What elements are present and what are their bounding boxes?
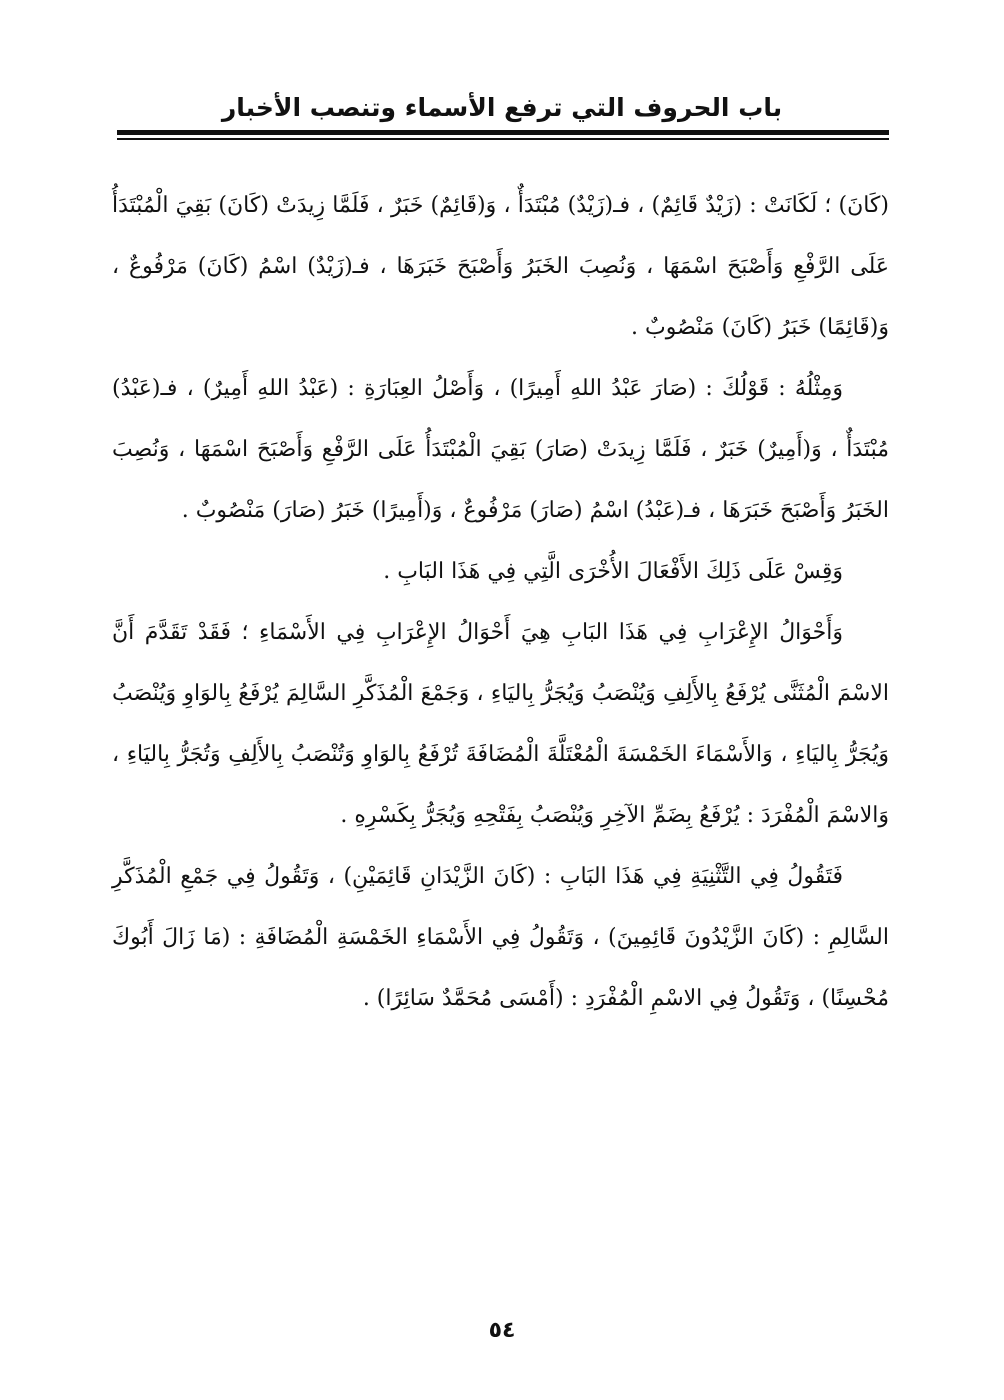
page-number: ٥٤ [488, 1318, 516, 1343]
body-text [112, 175, 889, 1029]
paragraph-analogy: وَقِسْ عَلَى ذَلِكَ الأَفْعَالَ الأُخْرَى الَّتِي فِي هَذَا البَابِ . [383, 559, 843, 584]
header-rule-thick [117, 130, 889, 135]
paragraph-examples: فَتَقُولُ فِي التَّثْنِيَةِ فِي هَذَا البَابِ : (كَانَ الزَّيْدَانِ قَائِمَيْنِ) ، وَتَقُولُ فِي جَمْعِ الْمُذَكَّرِ السَّالِمِ : (كَانَ الزَّيْدُونَ قَائِمِينَ) ، وَتَقُولُ فِي الأَسْمَاءِ الخَمْسَةِ الْمُضَافَةِ : (مَا زَالَ أَبُوكَ مُحْسِنًا) ، وَتَقُولُ فِي الاسْمِ الْمُفْرَدِ : (أَمْسَى مُحَمَّدٌ سَائِرًا) . [112, 864, 889, 1011]
paragraph-example-sara: وَمِثْلُهُ : قَوْلُكَ : (صَارَ عَبْدُ اللهِ أَمِيرًا) ، وَأَصْلُ العِبَارَةِ : (عَبْدُ اللهِ أَمِيرٌ) ، فـ(عَبْدُ) مُبْتَدَأٌ ، وَ(أَمِيرٌ) خَبَرٌ ، فَلَمَّا زِيدَتْ (صَارَ) بَقِيَ الْمُبْتَدَأُ عَلَى الرَّفْعِ وَأَصْبَحَ اسْمَهَا ، وَنُصِبَ الخَبَرُ وَأَصْبَحَ خَبَرَهَا ، فـ(عَبْدُ) اسْمُ (صَارَ) مَرْفُوعٌ ، وَ(أَمِيرًا) خَبَرُ (صَارَ) مَنْصُوبٌ . [112, 376, 889, 523]
chapter-title: باب الحروف التي ترفع الأسماء وتنصب الأخبار [221, 93, 783, 122]
paragraph-declension-states: وَأَحْوَالُ الإِعْرَابِ فِي هَذَا البَابِ هِيَ أَحْوَالُ الإِعْرَابِ فِي الأَسْمَاءِ ؛ فَقَدْ تَقَدَّمَ أَنَّ الاسْمَ الْمُثَنَّى يُرْفَعُ بِالأَلِفِ وَيُنْصَبُ وَيُجَرُّ بِاليَاءِ ، وَجَمْعَ الْمُذَكَّرِ السَّالِمَ يُرْفَعُ بِالوَاوِ وَيُنْصَبُ وَيُجَرُّ بِاليَاءِ ، وَالأَسْمَاءَ الخَمْسَةَ الْمُعْتَلَّةَ الْمُضَافَةَ تُرْفَعُ بِالوَاوِ وَتُنْصَبُ بِالأَلِفِ وَتُجَرُّ بِاليَاءِ ، وَالاسْمَ الْمُفْرَدَ : يُرْفَعُ بِضَمِّ الآخِرِ وَيُنْصَبُ بِفَتْحِهِ وَيُجَرُّ بِكَسْرِهِ . [112, 620, 889, 828]
header-rule-thin [117, 138, 889, 140]
paragraph-continuation: (كَانَ) ؛ لَكَانَتْ : (زَيْدٌ قَائِمٌ) ، فـ(زَيْدٌ) مُبْتَدَأٌ ، وَ(قَائِمٌ) خَبَرٌ ، فَلَمَّا زِيدَتْ (كَانَ) بَقِيَ الْمُبْتَدَأُ عَلَى الرَّفْعِ وَأَصْبَحَ اسْمَهَا ، وَنُصِبَ الخَبَرُ وَأَصْبَحَ خَبَرَهَا ، فـ(زَيْدٌ) اسْمُ (كَانَ) مَرْفُوعٌ ، وَ(قَائِمًا) خَبَرُ (كَانَ) مَنْصُوبٌ . [112, 193, 889, 340]
